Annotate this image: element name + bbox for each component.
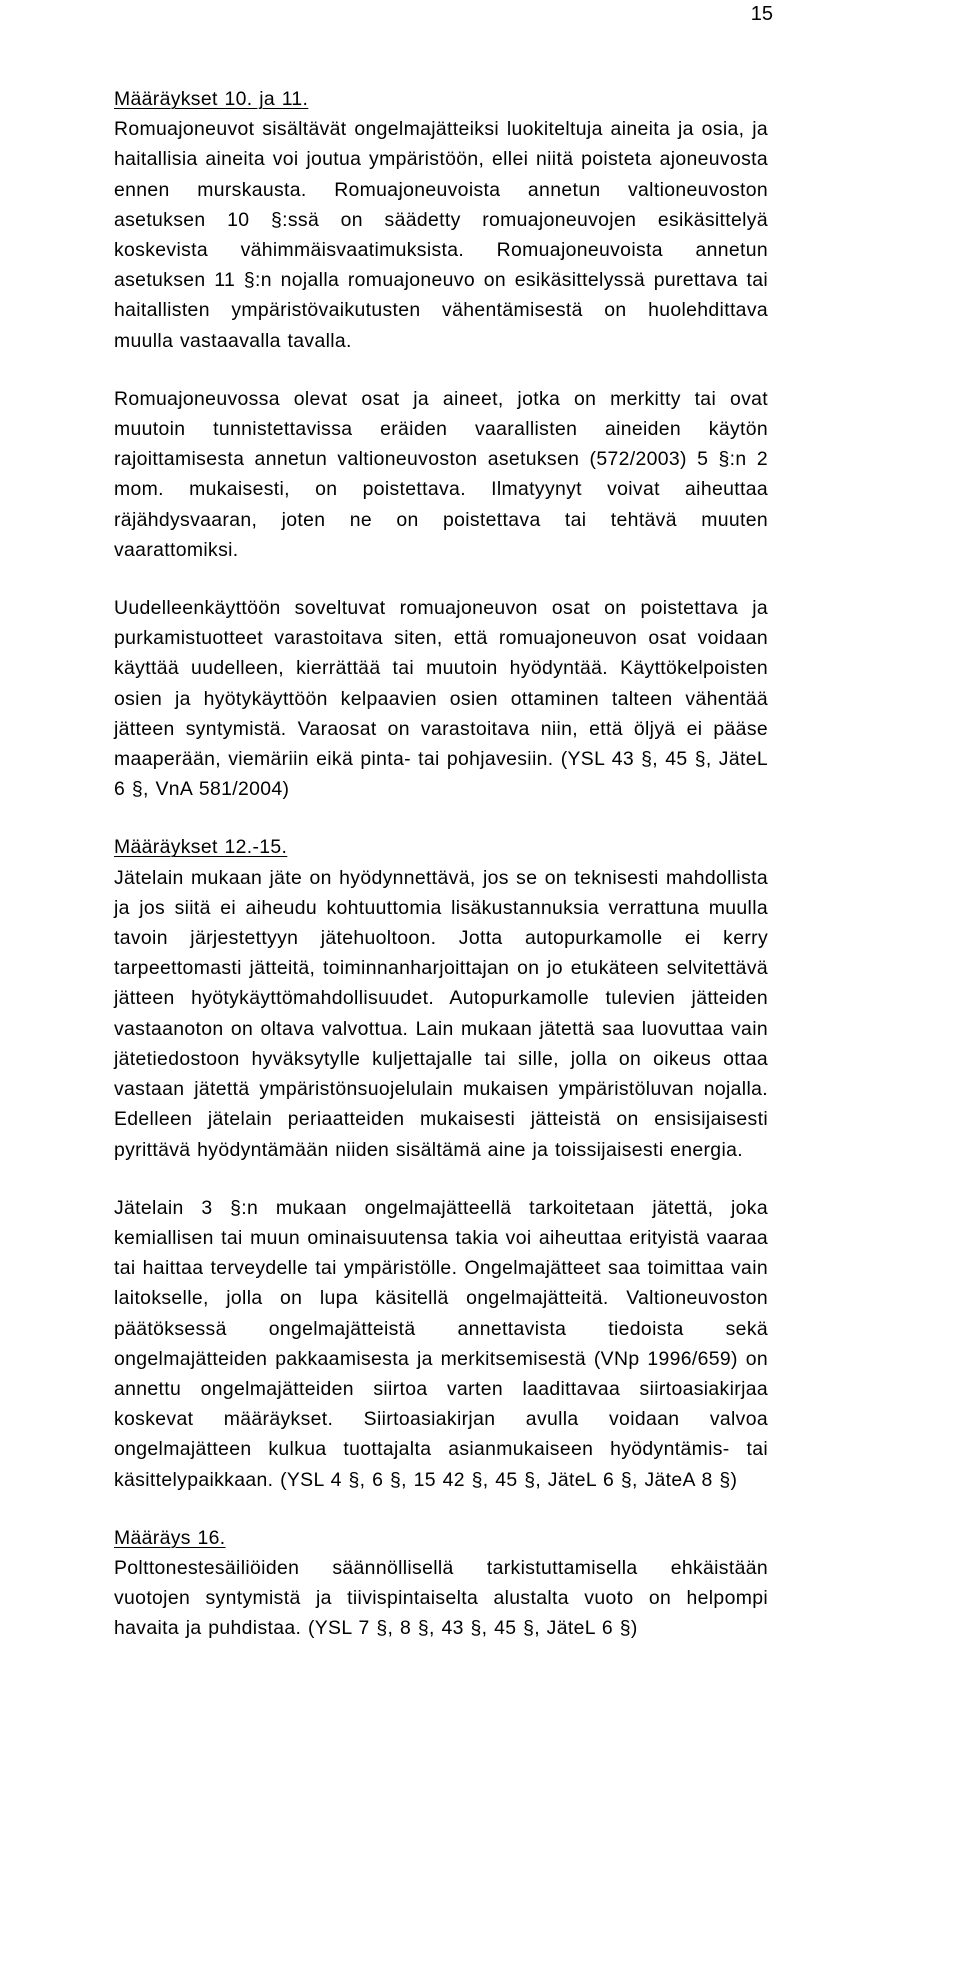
section-heading: Määräys 16. <box>114 1526 226 1549</box>
paragraph: Jätelain mukaan jäte on hyödynnettävä, jos se on teknisesti mahdollista ja jos siitä ei aiheudu kohtuuttomia lisäkustannuksia verrattuna muulla tavoin järjestettyyn jätehuoltoon. Jotta autopurkamolle ei kerry tarpeettomasti jätteitä, toiminnanharjoittajan on jo etukäteen selvitettävä jätteen hyötykäyttömahdollisuudet. Autopurkamolle tulevien jätteiden vastaanoton on oltava valvottua. Lain mukaan jätettä saa luovuttaa vain jätetiedostoon hyväksytylle kuljettajalle tai sille, jolla on oikeus ottaa vastaan jätettä ympäristönsuojelulain mukaisen ympäristöluvan nojalla. Edelleen jätelain periaatteiden mukaisesti jätteistä on ensisijaisesti pyrittävä hyödyntämään niiden sisältämä aine ja toissijaisesti energia. <box>114 866 768 1161</box>
section-heading: Määräykset 12.-15. <box>114 836 288 859</box>
section-heading: Määräykset 10. ja 11. <box>114 88 309 110</box>
paragraph: Romuajoneuvossa olevat osat ja aineet, jotka on merkitty tai ovat muutoin tunnistettavissa eräiden vaarallisten aineiden käytön rajoittamisesta annetun valtioneuvoston asetuksen (572/2003) 5 §:n 2 mom. mukaisesti, on poistettava. Ilmatyynyt voivat aiheuttaa räjähdysvaaran, joten ne on poistettava tai tehtävä muuten vaarattomiksi. <box>114 387 768 561</box>
document-body <box>114 84 768 1644</box>
section-maarays-16 <box>114 1523 768 1644</box>
paragraph: Jätelain 3 §:n mukaan ongelmajätteellä tarkoitetaan jätettä, joka kemiallisen tai muun ominaisuutensa takia voi aiheuttaa erityistä vaaraa tai haittaa terveydelle tai ympäristölle. Ongelmajätteet saa toimittaa vain laitokselle, jolla on lupa käsitellä ongelmajätteitä. Valtioneuvoston päätöksessä ongelmajätteistä annettavista tiedoista sekä ongelmajätteiden pakkaamisesta ja merkitsemisestä (VNp 1996/659) on annettu ongelmajätteiden siirtoa varten laadittavaa siirtoasiakirjaa koskevat määräykset. Siirtoasiakirjan avulla voidaan valvoa ongelmajätteen kulkua tuottajalta asianmukaiseen hyödyntämis- tai käsittelypaikkaan. (YSL 4 §, 6 §, 15 42 §, 45 §, JäteL 6 §, JäteA 8 §) <box>114 1196 768 1491</box>
paragraph: Uudelleenkäyttöön soveltuvat romuajoneuvon osat on poistettava ja purkamistuotteet varastoitava siten, että romuajoneuvon osat voidaan käyttää uudelleen, kierrättää tai muutoin hyödyntää. Käyttökelpoisten osien ja hyötykäyttöön kelpaavien osien ottaminen talteen vähentää jätteen syntymistä. Varaosat on varastoitava niin, että öljyä ei pääse maaperään, viemäriin eikä pinta- tai pohjavesiin. (YSL 43 §, 45 §, JäteL 6 §, VnA 581/2004) <box>114 597 768 801</box>
section-maaraykset-10-11 <box>114 84 768 804</box>
page-number: 15 <box>750 3 773 25</box>
section-maaraykset-12-15 <box>114 832 768 1494</box>
paragraph: Romuajoneuvot sisältävät ongelmajätteiksi luokiteltuja aineita ja osia, ja haitallisia aineita voi joutua ympäristöön, ellei niitä poisteta ajoneuvosta ennen murskausta. Romuajoneuvoista annetun valtioneuvoston asetuksen 10 §:ssä on säädetty romuajoneuvojen esikäsittelyä koskevista vähimmäisvaatimuksista. Romuajoneuvoista annetun asetuksen 11 §:n nojalla romuajoneuvo on esikäsittelyssä purettava tai haitallisten ympäristövaikutusten vähentämisestä on huolehdittava muulla vastaavalla tavalla. <box>114 118 768 352</box>
paragraph: Polttonestesäiliöiden säännöllisellä tarkistuttamisella ehkäistään vuotojen syntymistä ja tiivispintaiselta alustalta vuoto on helpompi havaita ja puhdistaa. (YSL 7 §, 8 §, 43 §, 45 §, JäteL 6 §) <box>114 1556 768 1640</box>
